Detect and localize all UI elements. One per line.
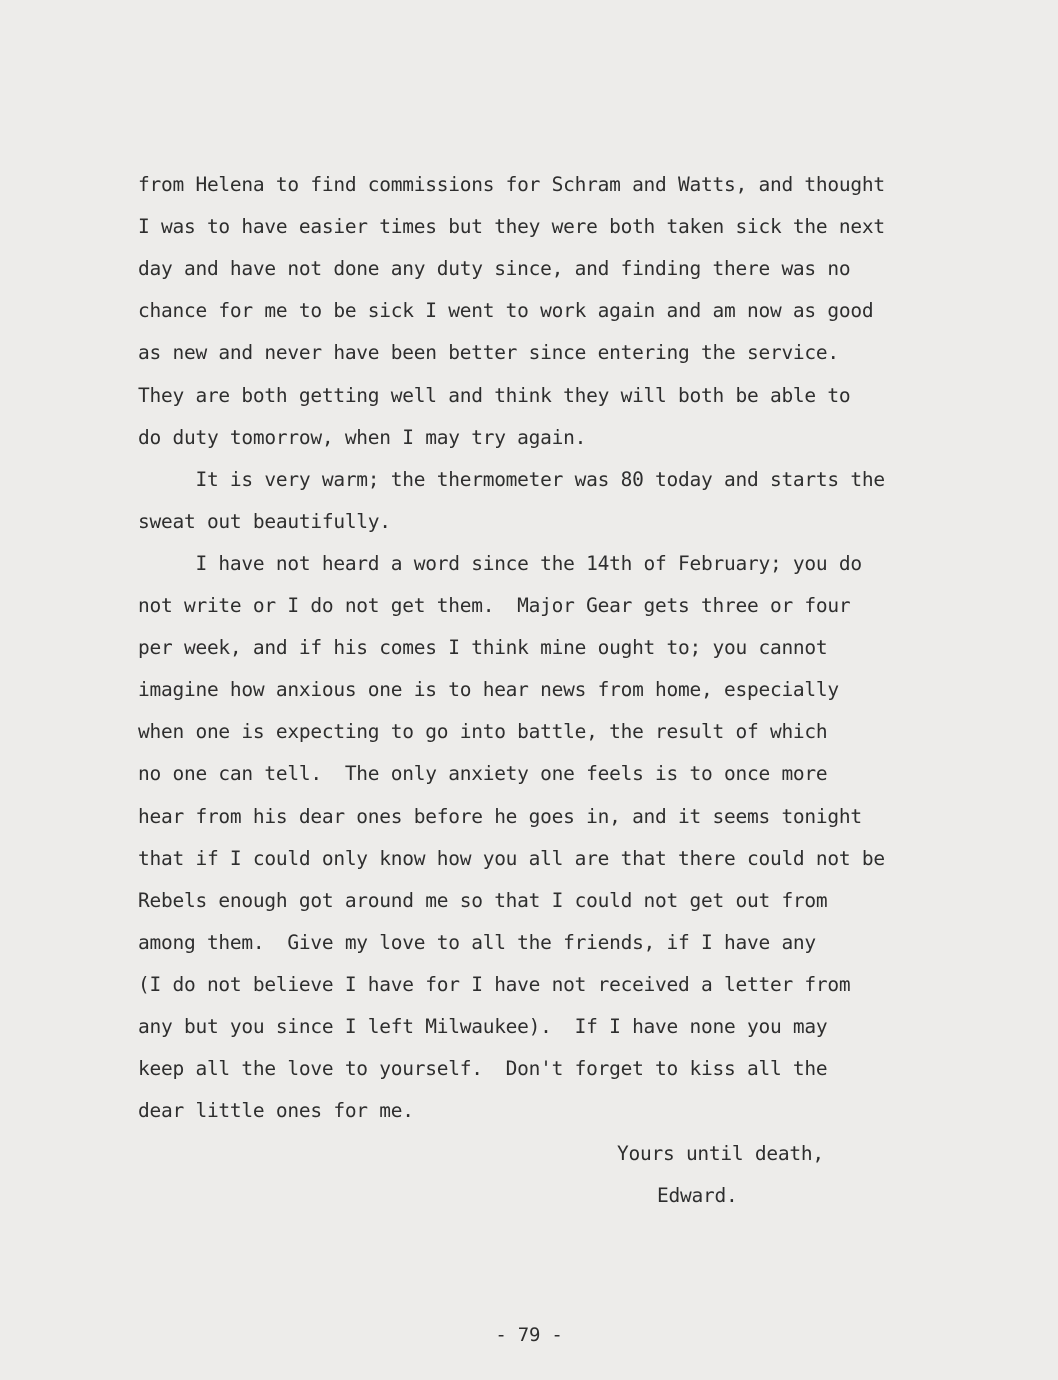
letter-line: day and have not done any duty since, and finding there was no <box>138 257 851 281</box>
letter-line: imagine how anxious one is to hear news from home, especially <box>138 678 839 702</box>
letter-signature: Edward. <box>657 1184 738 1207</box>
letter-line: dear little ones for me. <box>138 1099 414 1123</box>
letter-line: no one can tell. The only anxiety one feels is to once more <box>138 762 828 786</box>
letter-line: (I do not believe I have for I have not received a letter from <box>138 972 851 996</box>
letter-line: I have not heard a word since the 14th of February; you do <box>138 551 862 575</box>
letter-line: do duty tomorrow, when I may try again. <box>138 425 587 449</box>
letter-line: when one is expecting to go into battle, the result of which <box>138 720 828 744</box>
letter-line: that if I could only know how you all are that there could not be <box>138 846 885 870</box>
letter-line: per week, and if his comes I think mine ought to; you cannot <box>138 636 828 660</box>
letter-line: They are both getting well and think they will both be able to <box>138 383 851 407</box>
letter-line: hear from his dear ones before he goes in, and it seems tonight <box>138 804 862 828</box>
letter-line: from Helena to find commissions for Schram and Watts, and thought <box>138 173 885 196</box>
letter-line: It is very warm; the thermometer was 80 today and starts the <box>138 467 885 491</box>
letter-line: any but you since I left Milwaukee). If I have none you may <box>138 1015 828 1038</box>
letter-line: keep all the love to yourself. Don't forget to kiss all the <box>138 1057 828 1081</box>
letter-line: as new and never have been better since entering the service. <box>138 341 839 365</box>
letter-line: not write or I do not get them. Major Gear gets three or four <box>138 594 851 617</box>
letter-line: chance for me to be sick I went to work again and am now as good <box>138 299 874 323</box>
letter-line: I was to have easier times but they were both taken sick the next <box>138 215 885 239</box>
page-number: - 79 - <box>495 1324 563 1346</box>
letter-line: among them. Give my love to all the friends, if I have any <box>138 930 816 954</box>
letter-line: sweat out beautifully. <box>138 509 391 533</box>
letter-line: Rebels enough got around me so that I could not get out from <box>138 888 828 912</box>
letter-closing: Yours until death, <box>617 1142 824 1165</box>
